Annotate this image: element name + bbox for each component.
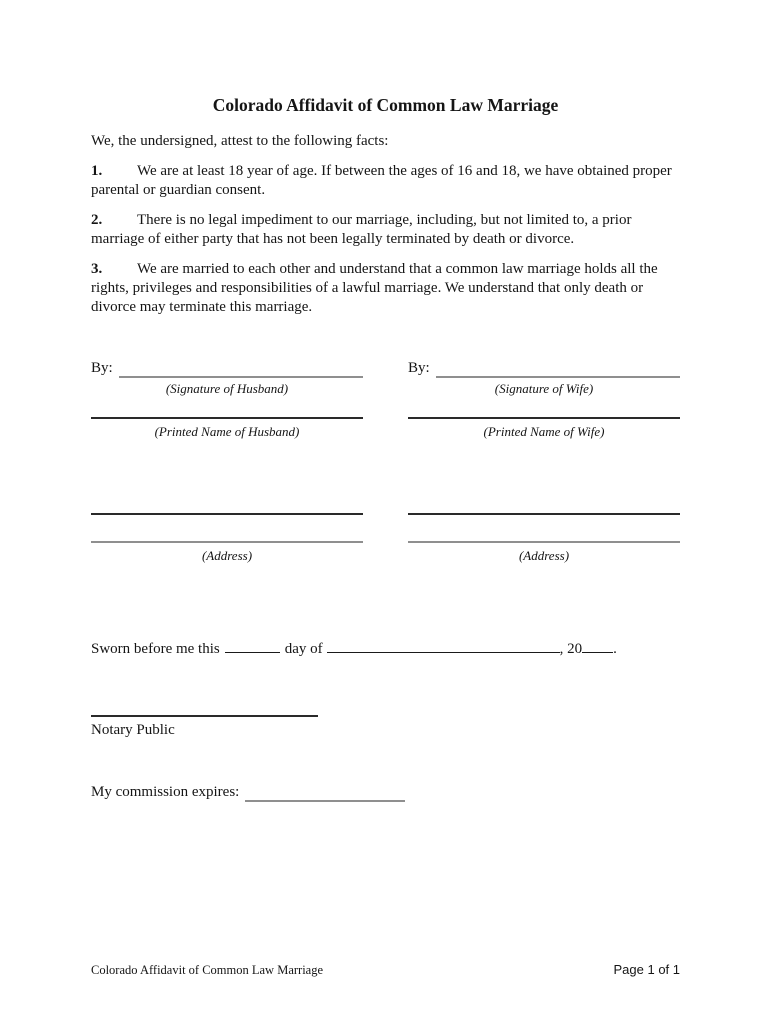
page-title: Colorado Affidavit of Common Law Marriage bbox=[212, 95, 559, 115]
commission-label: My commission expires: bbox=[91, 784, 240, 800]
wife-signature-column bbox=[408, 359, 680, 564]
day-of-label: day of bbox=[284, 641, 323, 657]
footer-page-number: Page 1 of 1 bbox=[613, 962, 680, 977]
wife-signature-field[interactable] bbox=[436, 363, 680, 378]
commission-row bbox=[91, 783, 680, 802]
sworn-year-blank bbox=[582, 640, 613, 653]
sworn-statement bbox=[91, 640, 680, 659]
fact-paragraph-1 bbox=[91, 162, 680, 200]
by-label: By: bbox=[91, 360, 113, 376]
commission-expiry-field[interactable] bbox=[245, 787, 405, 802]
by-label: By: bbox=[408, 360, 430, 376]
intro-paragraph: We, the undersigned, attest to the following facts: bbox=[91, 133, 389, 149]
wife-by-row bbox=[408, 359, 680, 378]
document-content bbox=[91, 0, 680, 802]
wife-printed-name-line bbox=[408, 397, 680, 419]
husband-printed-name-caption: (Printed Name of Husband) bbox=[154, 424, 300, 439]
husband-signature-caption: (Signature of Husband) bbox=[165, 381, 289, 396]
fact-paragraph-2 bbox=[91, 211, 680, 249]
notary-block bbox=[91, 715, 680, 740]
notary-signature-line bbox=[91, 715, 318, 717]
sentence-end: . bbox=[613, 641, 617, 657]
wife-signature-caption: (Signature of Wife) bbox=[494, 381, 594, 396]
footer-document-title: Colorado Affidavit of Common Law Marriage bbox=[91, 963, 324, 977]
husband-signature-column bbox=[91, 359, 363, 564]
page-footer bbox=[91, 962, 680, 978]
husband-signature-field[interactable] bbox=[119, 363, 363, 378]
fact-text: We are married to each other and understand that a common law marriage holds all the rights, privileges and responsibilities of a lawful marriage. We understand that only death or divorce may terminate this marriage. bbox=[91, 261, 658, 315]
fact-paragraph-3 bbox=[91, 260, 680, 317]
husband-address-field[interactable] bbox=[91, 515, 363, 543]
fact-number: 1. bbox=[91, 163, 103, 179]
fact-text: We are at least 18 year of age. If between the ages of 16 and 18, we have obtained proper parental or guardian consent. bbox=[91, 163, 672, 198]
husband-printed-name-line bbox=[91, 397, 363, 419]
notary-public-label: Notary Public bbox=[91, 722, 175, 738]
wife-printed-name-caption: (Printed Name of Wife) bbox=[483, 424, 605, 439]
sworn-prefix: Sworn before me this bbox=[91, 641, 220, 657]
sworn-month-blank bbox=[327, 640, 560, 653]
husband-by-row bbox=[91, 359, 363, 378]
wife-address-caption: (Address) bbox=[518, 548, 570, 563]
fact-number: 3. bbox=[91, 261, 103, 277]
fact-number: 2. bbox=[91, 212, 103, 228]
fact-text: There is no legal impediment to our marriage, including, but not limited to, a prior marriage of either party that has not been legally terminated by death or divorce. bbox=[91, 212, 632, 247]
sworn-day-blank bbox=[225, 640, 280, 653]
husband-address-caption: (Address) bbox=[201, 548, 253, 563]
year-prefix: , 20 bbox=[559, 641, 583, 657]
signature-section bbox=[91, 359, 680, 564]
wife-address-field[interactable] bbox=[408, 515, 680, 543]
